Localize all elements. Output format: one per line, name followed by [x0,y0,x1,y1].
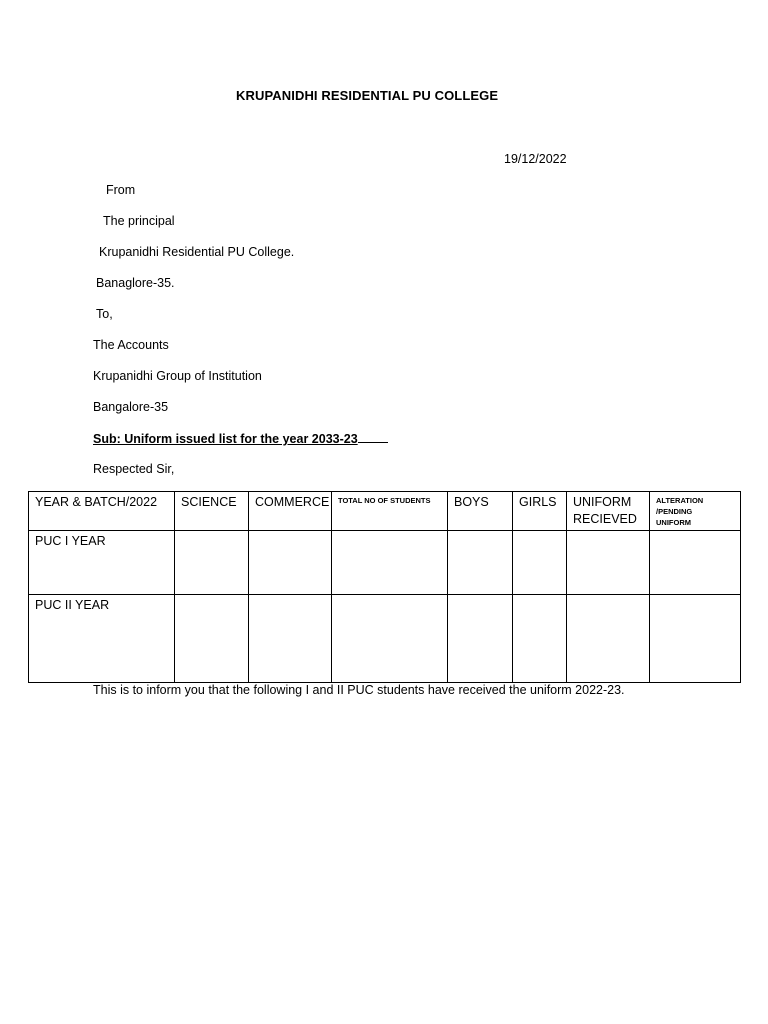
from-line-principal: The principal [103,214,175,228]
table-row [29,531,741,595]
salutation: Respected Sir, [93,462,175,476]
row-label-puc-2: PUC II YEAR [29,595,175,683]
from-label: From [106,183,136,197]
row-label-puc-1: PUC I YEAR [29,531,175,595]
header-total-students: TOTAL NO OF STUDENTS [332,492,448,531]
table-cell [175,531,249,595]
header-science: SCIENCE [175,492,249,531]
header-alteration-line3: UNIFORM [656,518,691,527]
subject-line [93,430,388,447]
table-cell [249,595,332,683]
uniform-table [28,491,741,683]
table-cell [448,531,513,595]
to-line-group: Krupanidhi Group of Institution [93,369,262,383]
from-line-city: Banaglore-35. [96,276,175,290]
header-year-batch: YEAR & BATCH/2022 [29,492,175,531]
table-row [29,595,741,683]
table-cell [650,531,741,595]
body-text: This is to inform you that the following I and II PUC students have received the uniform 2022-23. [93,683,625,697]
table-cell [175,595,249,683]
header-uniform-received [567,492,650,531]
header-alteration [650,492,741,531]
header-alteration-line2: /PENDING [656,507,693,516]
from-line-college: Krupanidhi Residential PU College. [99,245,295,259]
table-header-row [29,492,741,531]
table-cell [567,531,650,595]
table-cell [513,595,567,683]
header-commerce: COMMERCE [249,492,332,531]
to-label: To, [96,307,113,321]
table-cell [650,595,741,683]
header-alteration-line1: ALTERATION [656,496,704,505]
table-cell [567,595,650,683]
header-uniform-received-line1: UNIFORM [573,495,632,509]
table-cell [332,595,448,683]
header-uniform-received-line2: RECIEVED [573,512,637,526]
subject-text: Sub: Uniform issued list for the year 2033-23 [93,432,358,446]
subject-underline [358,430,388,443]
table-cell [332,531,448,595]
header-boys: BOYS [448,492,513,531]
to-line-accounts: The Accounts [93,338,169,352]
to-line-city: Bangalore-35 [93,400,169,414]
page-title: KRUPANIDHI RESIDENTIAL PU COLLEGE [236,88,499,103]
header-girls: GIRLS [513,492,567,531]
table-cell [249,531,332,595]
table-cell [448,595,513,683]
table-cell [513,531,567,595]
letter-date: 19/12/2022 [504,152,567,166]
